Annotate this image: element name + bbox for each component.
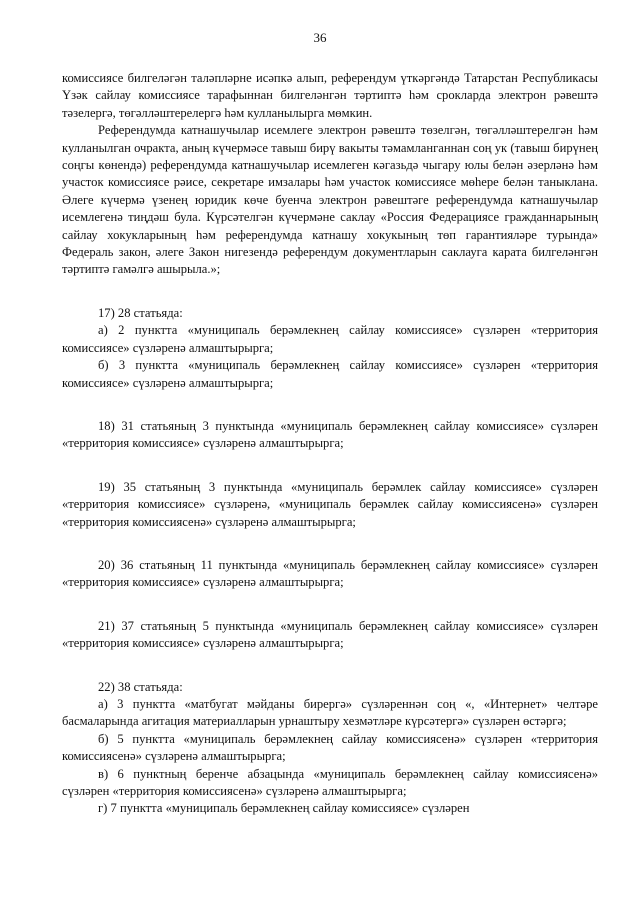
item-20: 20) 36 статьяның 11 пунктында «муниципаль берәмлекнең сайлау комиссиясе» сүзләрен «территория комиссиясе» сүзләренә алмаштырырга; xyxy=(62,557,598,590)
document-body xyxy=(62,70,598,818)
item-21: 21) 37 статьяның 5 пунктында «муниципаль берәмлекнең сайлау комиссиясе» сүзләрен «территория комиссиясе» сүзләренә алмаштырырга; xyxy=(62,618,598,651)
item-22-a: а) 3 пунктта «матбугат мәйданы бирергә» сүзләреннән соң «, «Интернет» челтәре басмаларында агитация материалларын урнаштыру хезмәтләре күрсәтергә» сүзләрен өстәргә; xyxy=(62,696,598,729)
item-17-b: б) 3 пунктта «муниципаль берәмлекнең сайлау комиссиясе» сүзләрен «территория комиссиясе» сүзләренә алмаштырырга; xyxy=(62,358,598,390)
spacer xyxy=(62,392,598,418)
spacer xyxy=(62,592,598,618)
page-number: 36 xyxy=(313,30,327,45)
paragraph-continuation: комиссиясе билгеләгән таләпләрне исәпкә алып, референдум үткәргәндә Татарстан Республикасы Үзәк сайлау комиссиясе тарафыннан билгеләнгән тәртиптә һәм срокларда электрон рәвештә тәзелергә, төгәлләштерелергә һәм кулланылырга мөмкин. xyxy=(62,71,598,120)
item-17-heading: 17) 28 статьяда: xyxy=(98,305,183,320)
item-22-c: в) 6 пунктның беренче абзацында «муниципаль берәмлекнең сайлау комиссиясенә» сүзләрен «территория комиссиясенә» сүзләренә алмаштырырга; xyxy=(62,766,598,798)
item-19: 19) 35 статьяның 3 пунктында «муниципаль берәмлек сайлау комиссиясе» сүзләрен «территория комиссиясе» сүзләренә, «муниципаль берәмлек сайлау комиссиясенә» сүзләрен «территория комиссиясенә» сүзләренә алмаштырырга; xyxy=(62,479,598,529)
spacer xyxy=(62,653,598,679)
item-22-d: г) 7 пунктта «муниципаль берәмлекнең сайлау комиссиясе» сүзләрен xyxy=(98,801,470,816)
spacer xyxy=(62,531,598,557)
item-17-a: а) 2 пунктта «муниципаль берәмлекнең сайлау комиссиясе» сүзләрен «территория комиссиясе» сүзләренә алмаштырырга; xyxy=(62,323,598,355)
paragraph-referendum-list: Референдумда катнашучылар исемлеге электрон рәвештә төзелгән, төгәлләштерелгән һәм кулланылган очракта, аның күчермәсе тавыш бирү вакыты тәмамланганнан соң ук (тавыш бирүнең соңгы көнендә) референдумда катнашучылар исемлеген кәгазьдә чыгару юлы белән әзерләнә һәм участок комиссиясе рәисе, секретаре имзалары һәм участок комиссиясе мөһере белән таныклана. Әлеге күчермә үзенең юридик көче буенча электрон рәвештәге референдумда катнашучылар исемлегенә тиңдәш була. Күрсәтелгән күчермәне саклау «Россия Федерациясе гражданнарының сайлау хокукларының һәм референдумда катнашу хокукының төп гарантияләре турында» Федераль закон, әлеге Закон нигезендә референдум документларын саклауга карата билгеләнгән тәртиптә гамәлгә ашырыла.»; xyxy=(62,123,598,277)
item-22-b: б) 5 пунктта «муниципаль берәмлекнең сайлау комиссиясенә» сүзләрен «территория комиссиясенә» сүзләренә алмаштырырга; xyxy=(62,731,598,764)
spacer xyxy=(62,453,598,479)
item-22-heading: 22) 38 статьяда: xyxy=(98,679,183,694)
spacer xyxy=(62,279,598,305)
item-18: 18) 31 статьяның 3 пунктында «муниципаль берәмлекнең сайлау комиссиясе» сүзләрен «территория комиссиясе» сүзләренә алмаштырырга; xyxy=(62,418,598,451)
